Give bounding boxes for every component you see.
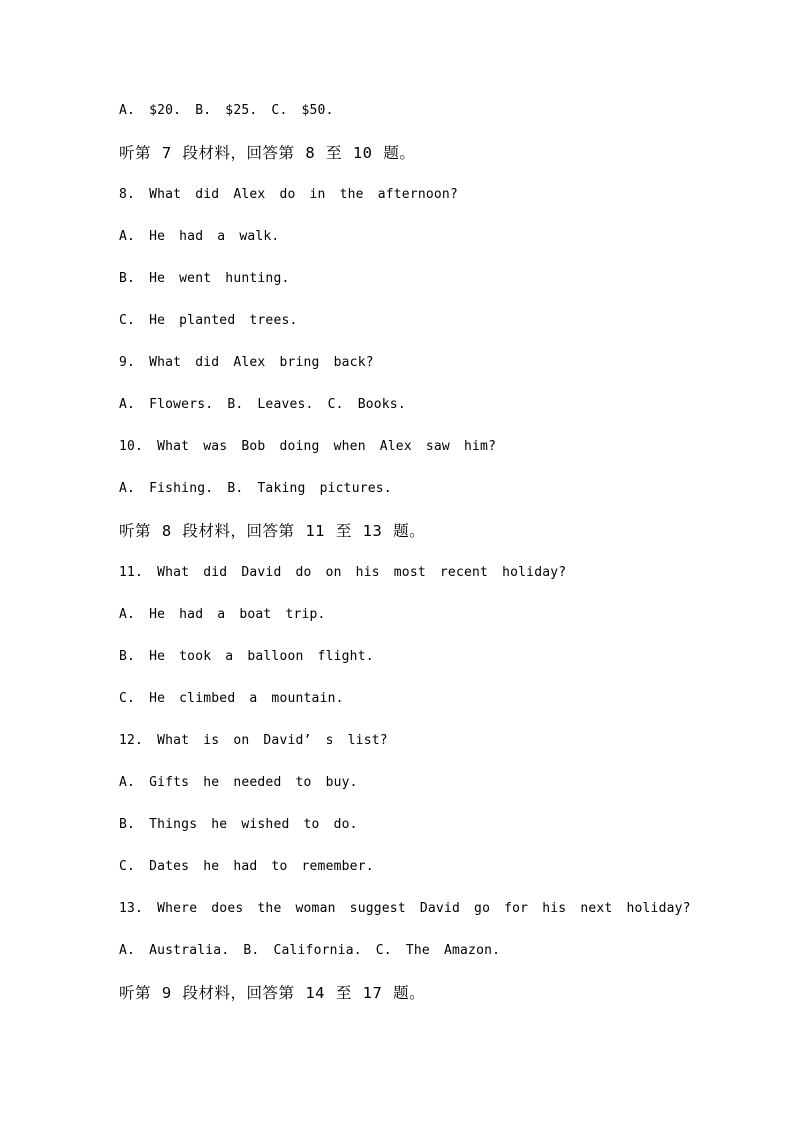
question-10-options-row: A. Fishing. B. Taking pictures. <box>119 481 392 496</box>
question-10-text: 10. What was Bob doing when Alex saw him? <box>119 439 497 454</box>
question-13-text: 13. Where does the woman suggest David go for his next holiday? <box>119 901 691 916</box>
question-11-option-b: B. He took a balloon flight. <box>119 649 374 664</box>
section-9-instruction: 听第 9 段材料，回答第 14 至 17 题。 <box>119 984 426 1002</box>
question-12-option-b: B. Things he wished to do. <box>119 817 358 832</box>
question-11-option-c: C. He climbed a mountain. <box>119 691 344 706</box>
question-9-options-row: A. Flowers. B. Leaves. C. Books. <box>119 397 406 412</box>
section-8-instruction: 听第 8 段材料，回答第 11 至 13 题。 <box>119 522 426 540</box>
question-7-options-row: A. $20. B. $25. C. $50. <box>119 103 334 118</box>
question-13-options-row: A. Australia. B. California. C. The Amazon. <box>119 943 501 958</box>
question-11-option-a: A. He had a boat trip. <box>119 607 326 622</box>
question-8-option-b: B. He went hunting. <box>119 271 290 286</box>
section-7-instruction: 听第 7 段材料，回答第 8 至 10 题。 <box>119 144 416 162</box>
question-12-text: 12. What is on David’ s list? <box>119 733 388 748</box>
document-body <box>119 103 739 1027</box>
question-9-text: 9. What did Alex bring back? <box>119 355 374 370</box>
question-8-option-c: C. He planted trees. <box>119 313 298 328</box>
question-8-text: 8. What did Alex do in the afternoon? <box>119 187 458 202</box>
question-12-option-a: A. Gifts he needed to buy. <box>119 775 358 790</box>
question-8-option-a: A. He had a walk. <box>119 229 280 244</box>
question-12-option-c: C. Dates he had to remember. <box>119 859 374 874</box>
question-11-text: 11. What did David do on his most recent holiday? <box>119 565 567 580</box>
